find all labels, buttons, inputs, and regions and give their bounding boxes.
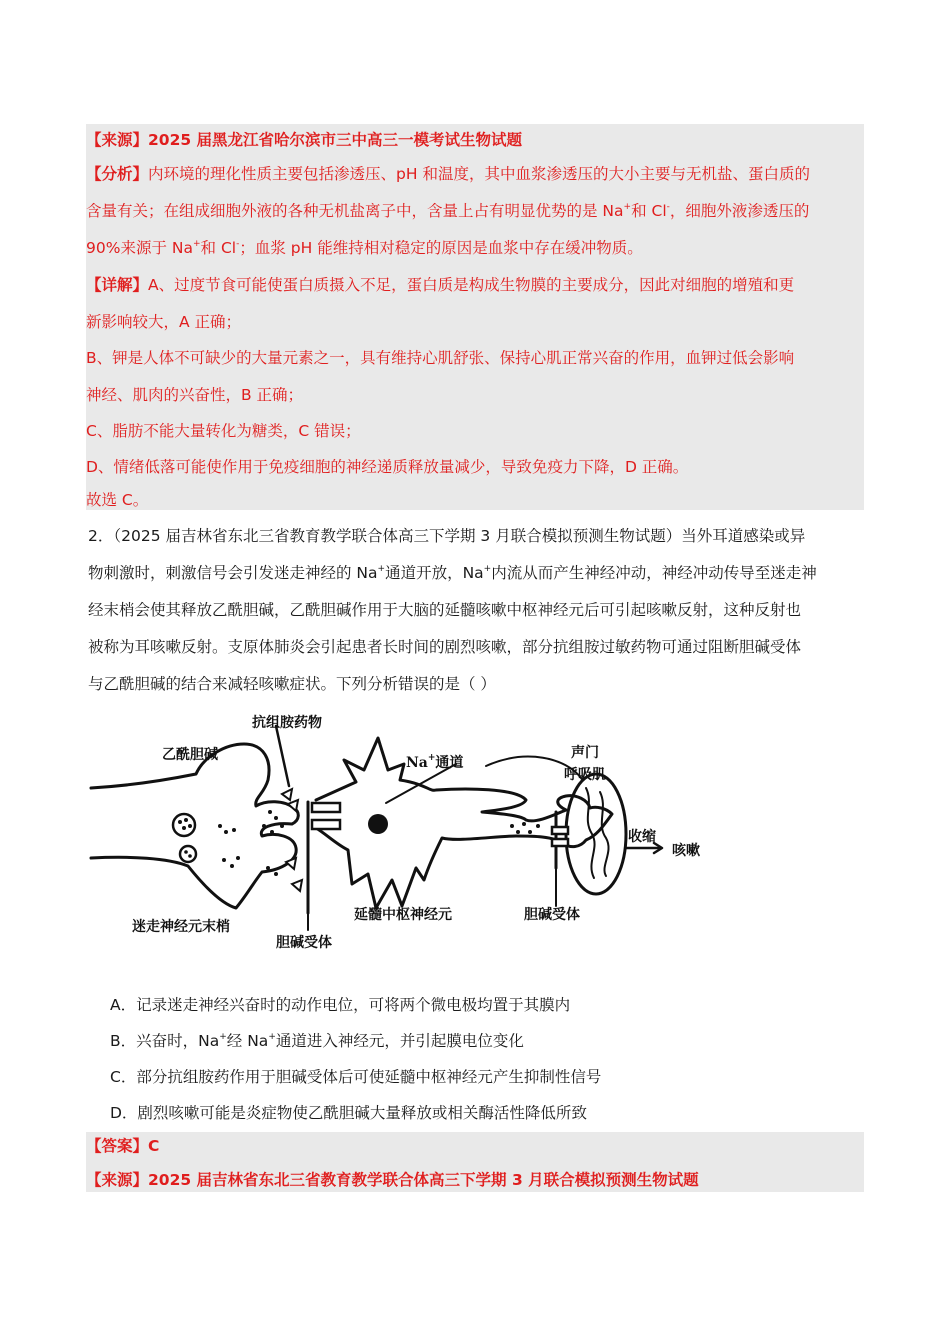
question-line-3: 经末梢会使其释放乙酰胆碱，乙酰胆碱作用于大脑的延髓咳嗽中枢神经元后可引起咳嗽反射，这种反射也 [88,601,802,619]
answer-source-line [86,1170,699,1190]
neuron-nucleus [368,814,388,834]
answer-source-tag: 【来源】 [86,1171,149,1189]
source-tag: 【来源】 [86,131,149,149]
question-line-2: 物刺激时，刺激信号会引发迷走神经的 Na+通道开放，Na+内流从而产生神经冲动，神经冲动传导至迷走神 [88,563,817,582]
label-respiratory-muscle: 呼吸肌 [564,767,606,783]
question-line-5: 与乙酰胆碱的结合来减轻咳嗽症状。下列分析错误的是（ ） [88,675,496,693]
label-receptor-left: 胆碱受体 [276,935,332,951]
option-a: A．记录迷走神经兴奋时的动作电位，可将两个微电极均置于其膜内 [110,996,571,1014]
detail-line-5: C、脂肪不能大量转化为糖类，C 错误； [86,422,361,440]
label-glottis: 声门 [571,745,599,761]
drug-pointer [276,726,289,786]
option-d: D．剧烈咳嗽可能是炎症物使乙酰胆碱大量释放或相关酶活性降低所致 [110,1104,587,1122]
muscle-fiber-2 [600,792,609,876]
option-b: B．兴奋时，Na+经 Na+通道进入神经元，并引起膜电位变化 [110,1031,524,1050]
label-receptor-right: 胆碱受体 [524,907,580,923]
detail-line-3: B、钾是人体不可缺少的大量元素之一，具有维持心肌舒张、保持心肌正常兴奋的作用，血钾过低会影响 [86,349,795,367]
option-c: C．部分抗组胺药作用于胆碱受体后可使延髓中枢神经元产生抑制性信号 [110,1068,602,1086]
receptor-right-2 [552,839,568,846]
analysis-line-2: 含量有关；在组成细胞外液的各种无机盐离子中，含量上占有明显优势的是 Na+和 Cl-，细胞外液渗透压的 [86,201,810,220]
answer-value: C [148,1137,160,1155]
label-medulla-neuron: 延髓中枢神经元 [354,907,452,923]
receptor-right-1 [552,827,568,834]
question-number: 2． [88,527,114,545]
analysis-line-1: 【分析】内环境的理化性质主要包括渗透压、pH 和温度，其中血浆渗透压的大小主要与无机盐、蛋白质的 [86,165,810,183]
detail-tag: 【详解】 [86,276,149,294]
answer-source-text: 2025 届吉林省东北三省教育教学联合体高三下学期 3 月联合模拟预测生物试题 [148,1171,699,1189]
question-line-4: 被称为耳咳嗽反射。支原体肺炎会引起患者长时间的剧烈咳嗽，部分抗组胺过敏药物可通过阻断胆碱受体 [88,638,802,656]
label-contraction: 收缩 [628,829,656,845]
na-channel-2 [312,820,340,829]
vesicle-2 [180,846,196,862]
analysis-block [86,124,864,510]
conclusion-line: 故选 C。 [86,491,149,509]
answer-tag: 【答案】 [86,1137,149,1155]
label-vagus-terminal: 迷走神经元末梢 [132,919,230,935]
analysis-line-3: 90%来源于 Na+和 Cl-；血浆 pH 能维持相对稳定的原因是血浆中存在缓冲物质。 [86,238,643,257]
label-cough: 咳嗽 [672,843,700,859]
source-text: 2025 届黑龙江省哈尔滨市三中高三一模考试生物试题 [148,131,523,149]
detail-line-2: 新影响较大，A 正确； [86,313,242,331]
analysis-tag: 【分析】 [86,165,149,183]
answer-block [86,1132,864,1192]
detail-line-6: D、情绪低落可能使作用于免疫细胞的神经递质释放量减少，导致免疫力下降，D 正确。 [86,458,689,476]
label-na-channel: Na+通道 [406,753,464,771]
label-antihistamine-drug: 抗组胺药物 [252,715,322,731]
answer-line [86,1136,159,1156]
detail-line-1: 【详解】A、过度节食可能使蛋白质摄入不足，蛋白质是构成生物膜的主要成分，因此对细胞的增殖和更 [86,276,795,294]
source-line [86,130,522,150]
label-acetylcholine: 乙酰胆碱 [162,747,218,763]
detail-line-4: 神经、肌肉的兴奋性，B 正确； [86,386,304,404]
reflex-diagram [86,708,726,958]
question-line-1: 2．（2025 届吉林省东北三省教育教学联合体高三下学期 3 月联合模拟预测生物试题）当外耳道感染或异 [88,527,806,545]
na-channel-1 [312,803,340,812]
